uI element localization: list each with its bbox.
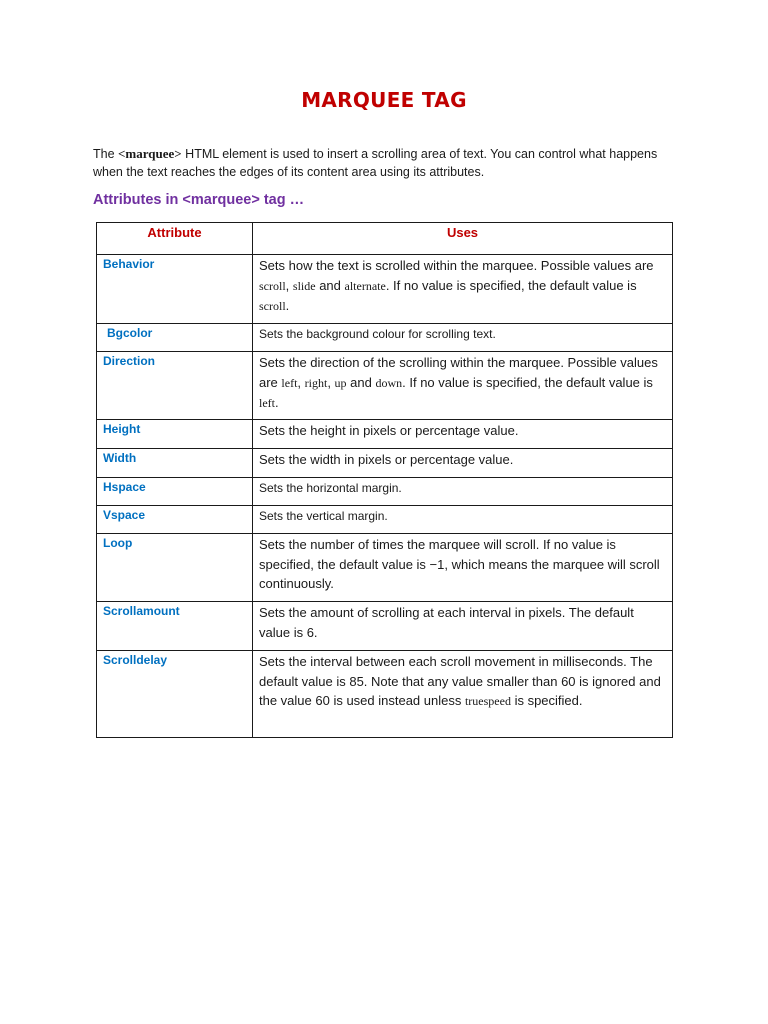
table-header-row bbox=[97, 223, 673, 255]
uses-cell bbox=[253, 324, 673, 352]
attribute-name: Hspace bbox=[103, 480, 146, 494]
code-value: left bbox=[281, 375, 298, 390]
uses-text: Sets the amount of scrolling at each interval in pixels. The default value is 6. bbox=[259, 605, 634, 640]
table-row bbox=[97, 478, 673, 506]
attribute-cell bbox=[97, 255, 253, 324]
attribute-cell bbox=[97, 651, 253, 738]
attribute-cell bbox=[97, 506, 253, 534]
attributes-subheading: Attributes in <marquee> tag … bbox=[93, 192, 305, 208]
page-title: MARQUEE TAG bbox=[301, 88, 467, 112]
attribute-name: Vspace bbox=[103, 508, 146, 522]
uses-cell bbox=[253, 478, 673, 506]
table-row bbox=[97, 534, 673, 602]
table-row bbox=[97, 255, 673, 324]
code-value: truespeed bbox=[464, 694, 511, 708]
uses-cell bbox=[253, 255, 673, 324]
intro-text-start: The bbox=[93, 147, 119, 161]
code-value: up bbox=[334, 375, 347, 390]
uses-text: Sets the height in pixels or percentage value. bbox=[259, 423, 519, 438]
attribute-name: Bgcolor bbox=[107, 326, 153, 340]
attribute-name: Width bbox=[103, 451, 137, 465]
attribute-name: Direction bbox=[103, 354, 156, 368]
attribute-cell bbox=[97, 420, 253, 449]
table-row bbox=[97, 352, 673, 420]
code-value: left bbox=[259, 396, 275, 410]
table-row bbox=[97, 651, 673, 738]
uses-text: Sets the number of times the marquee will scroll. If no value is specified, the default value is −1, which means the marquee will scroll continuously. bbox=[259, 537, 660, 591]
uses-text: Sets the vertical margin. bbox=[259, 509, 388, 523]
attribute-cell bbox=[97, 602, 253, 651]
table-row bbox=[97, 324, 673, 352]
attribute-cell bbox=[97, 449, 253, 478]
table-row bbox=[97, 506, 673, 534]
code-value: right bbox=[304, 375, 328, 390]
attribute-name: Scrolldelay bbox=[103, 653, 168, 667]
header-uses: Uses bbox=[253, 223, 673, 255]
attribute-name: Loop bbox=[103, 536, 133, 550]
attribute-cell bbox=[97, 478, 253, 506]
uses-cell bbox=[253, 420, 673, 449]
uses-cell bbox=[253, 534, 673, 602]
attributes-table bbox=[96, 222, 673, 738]
uses-cell bbox=[253, 352, 673, 420]
header-attribute: Attribute bbox=[97, 223, 253, 255]
code-value: scroll bbox=[259, 299, 286, 313]
uses-text: Sets the interval between each scroll movement in milliseconds. The default value is 85. Note that any value smaller than 60 is ignored and the value 60 is used instead unless truespeed is specified. bbox=[259, 654, 661, 708]
table-row bbox=[97, 420, 673, 449]
attribute-name: Height bbox=[103, 422, 141, 436]
attribute-name: Behavior bbox=[103, 257, 155, 271]
table-row bbox=[97, 602, 673, 651]
code-value: scroll bbox=[259, 278, 286, 293]
uses-cell bbox=[253, 602, 673, 651]
code-value: alternate bbox=[344, 278, 386, 293]
attribute-cell bbox=[97, 352, 253, 420]
uses-text: Sets the horizontal margin. bbox=[259, 481, 402, 495]
uses-cell bbox=[253, 506, 673, 534]
uses-cell bbox=[253, 449, 673, 478]
intro-code-marquee: <marquee> bbox=[118, 146, 182, 161]
intro-paragraph bbox=[93, 145, 673, 181]
attribute-name: Scrollamount bbox=[103, 604, 180, 618]
uses-text: Sets how the text is scrolled within the marquee. Possible values are scroll, slide and alternate. If no value is specified, the default value is scroll. bbox=[259, 258, 654, 313]
uses-text: Sets the width in pixels or percentage value. bbox=[259, 452, 514, 467]
code-value: down bbox=[375, 375, 403, 390]
attribute-cell bbox=[97, 534, 253, 602]
uses-text: Sets the background colour for scrolling text. bbox=[259, 327, 496, 341]
uses-text: Sets the direction of the scrolling within the marquee. Possible values are left, right, up and down. If no value is specified, the default value is left. bbox=[259, 355, 658, 410]
table-row bbox=[97, 449, 673, 478]
intro-text-end: HTML element is used to insert a scrolling area of text. You can control what happens when the text reaches the edges of its content area using its attributes. bbox=[93, 147, 658, 179]
attribute-cell bbox=[97, 324, 253, 352]
uses-cell bbox=[253, 651, 673, 738]
code-value: slide bbox=[292, 278, 316, 293]
